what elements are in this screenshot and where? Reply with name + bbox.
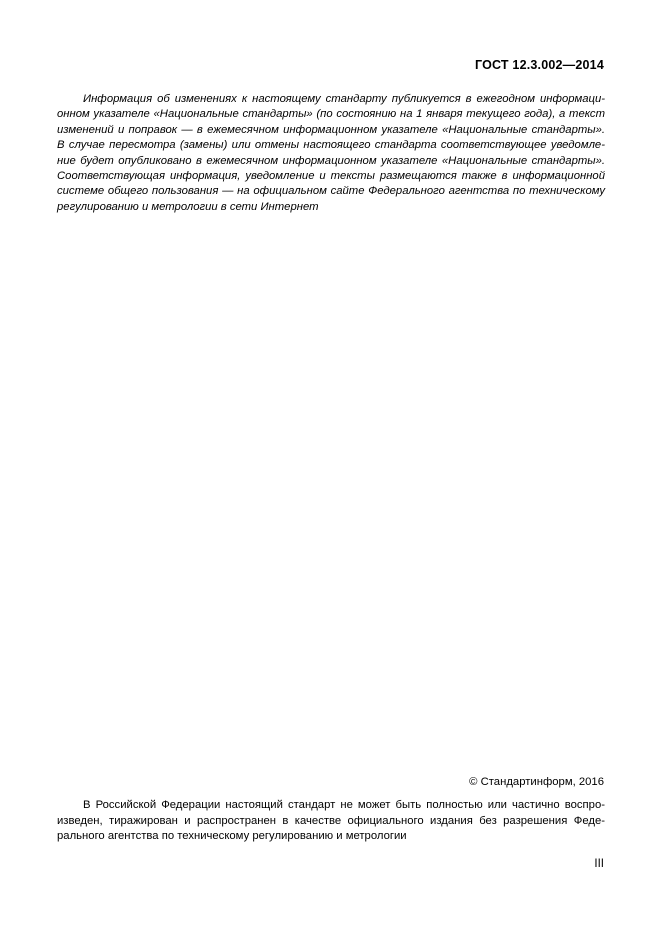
amendments-note-text: Информация об изменениях к настоящему стандарту публикуется в ежегодном информационном указателе «Национальные стандарты» (по состоянию на 1 января текущего года), а текст изменений и поправок — в ежемесячном информационном указателе «Национальные стандарты». В случае пересмотра (замены) или отмены настоящего стандарта соответствующее уведомление будет опубликовано в ежемесячном информационном указателе «Национальные стандарты». Соответствующая информация, уведомление и тексты размещаются также в информационной системе общего пользования — на официальном сайте Федерального агентства по техническому регулированию и метрологии в сети Интернет [57,93,605,213]
reproduction-notice-block [57,798,605,845]
amendments-note-block [57,92,605,215]
standard-number-header: ГОСТ 12.3.002—2014 [474,58,604,72]
copyright-line: © Стандартинформ, 2016 [469,776,604,788]
page-number: III [594,858,604,870]
reproduction-notice-text: В Российской Федерации настоящий стандарт не может быть полностью или частично воспроизведен, тиражирован и распространен в качестве официального издания без разрешения Федерального агентства по техническому регулированию и метрологии [57,799,605,843]
